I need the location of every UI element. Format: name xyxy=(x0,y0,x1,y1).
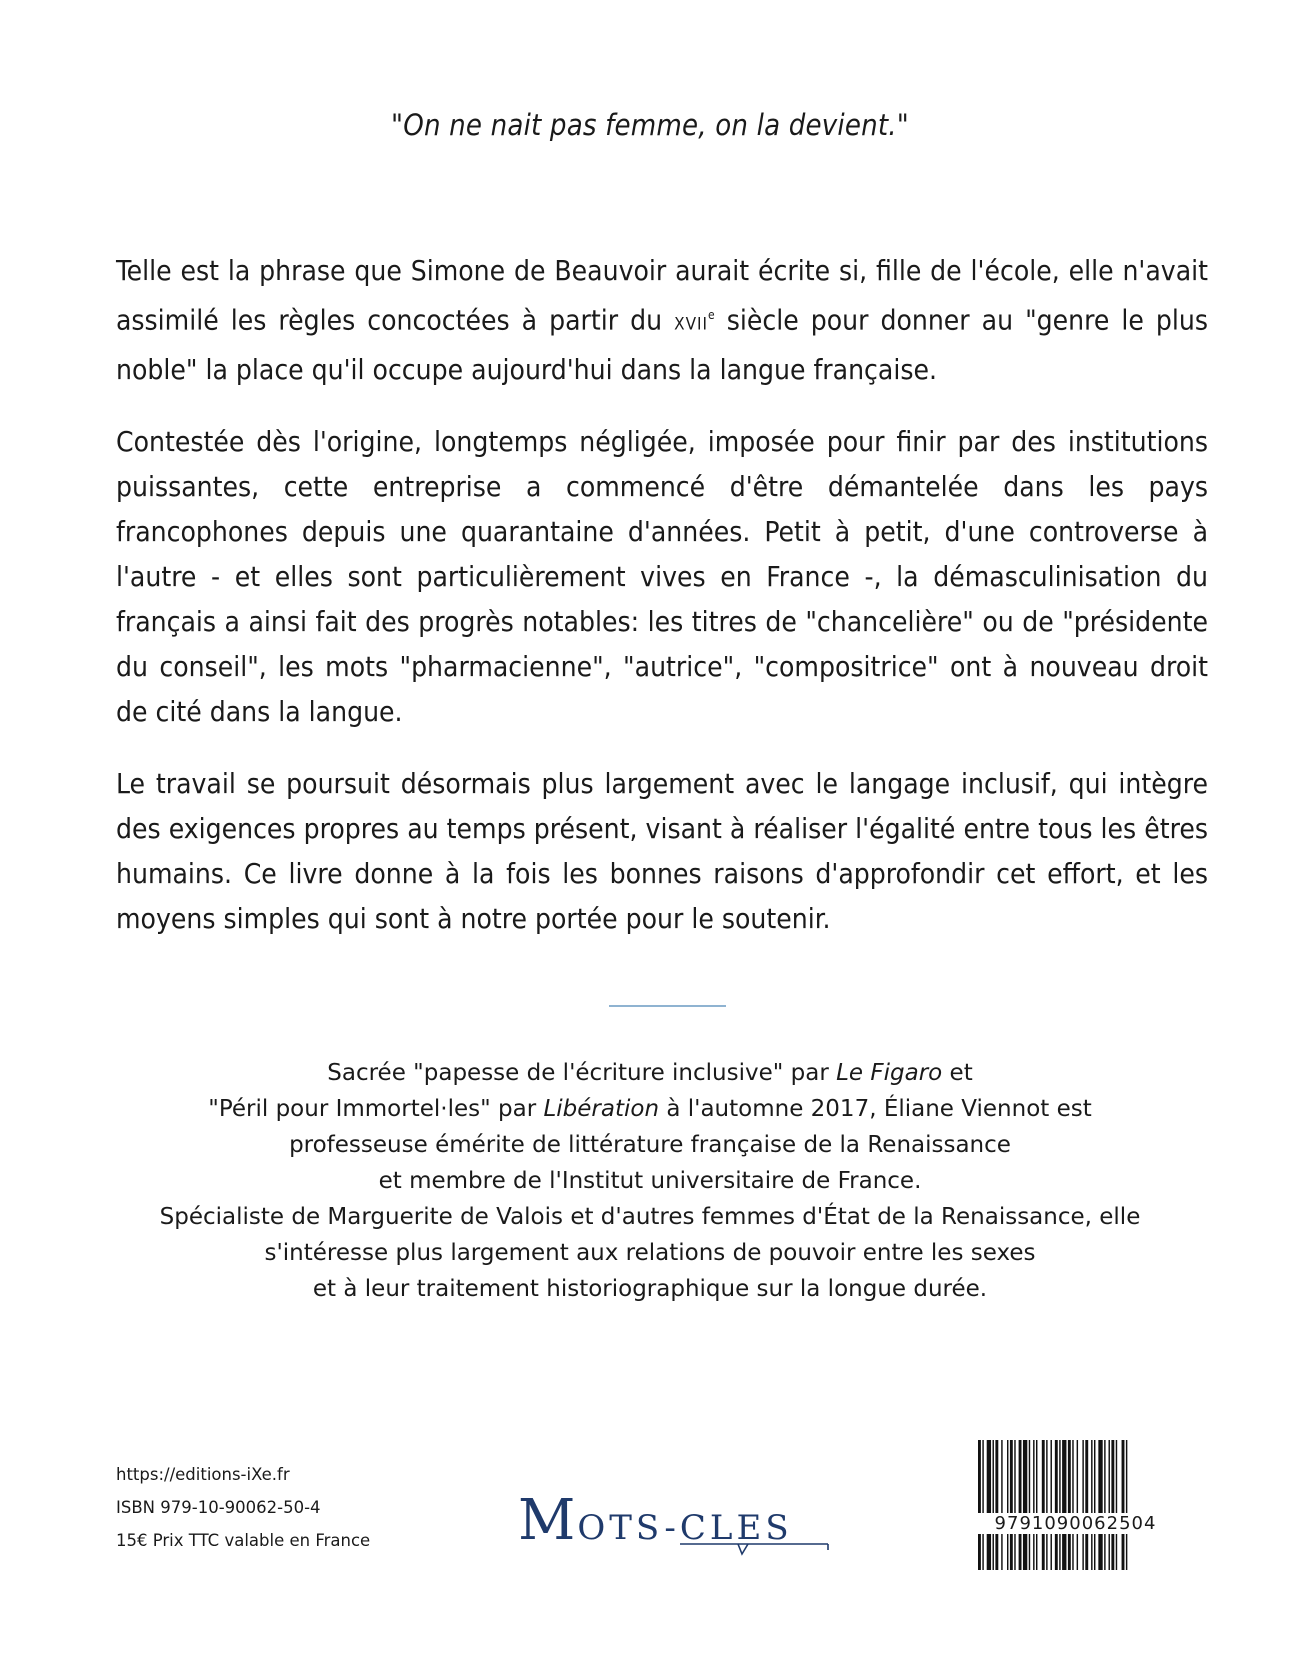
barcode-bar xyxy=(1082,1440,1083,1570)
barcode-bar xyxy=(1014,1440,1015,1570)
barcode-bar xyxy=(1109,1440,1110,1570)
author-bio xyxy=(0,1055,1300,1307)
blurb-text xyxy=(116,248,1208,968)
barcode-bar xyxy=(1085,1440,1088,1570)
publisher-info xyxy=(116,1458,370,1557)
price-text: 15€ Prix TTC valable en France xyxy=(116,1531,371,1550)
barcode-bar xyxy=(1010,1440,1013,1570)
p1-part-2: siècle pour donner au "genre le plus noble" la place qu'il occupe aujourd'hui dans la langue française. xyxy=(116,303,1209,387)
century-numeral: XVII xyxy=(674,314,709,335)
logo-initial: M xyxy=(518,1488,578,1553)
bio-line-5: Spécialiste de Marguerite de Valois et d'autres femmes d'État de la Renaissance, elle xyxy=(159,1204,1141,1230)
blurb-paragraph-3: Le travail se poursuit désormais plus largement avec le langage inclusif, qui intègre des exigences propres au temps présent, visant à réaliser l'égalité entre tous les êtres humains. Ce livre donne à la fois les bonnes raisons d'approfondir cet effort, et les moyens simples qui sont à notre portée pour le soutenir. xyxy=(116,767,1208,936)
barcode-bar xyxy=(987,1440,991,1570)
barcode-graphic xyxy=(978,1440,1173,1570)
barcode-bar xyxy=(1051,1440,1052,1570)
blurb-paragraph-1 xyxy=(116,248,1208,392)
barcode-bar xyxy=(1046,1440,1047,1570)
barcode-bar xyxy=(993,1440,994,1570)
section-divider xyxy=(609,1005,726,1007)
logo-rest: OTS-CLES xyxy=(577,1508,793,1548)
blurb-paragraph-2: Contestée dès l'origine, longtemps négligée, imposée pour finir par des institutions puissantes, cette entreprise a commencé d'être démantelée dans les pays francophones depuis une quarantaine d'années. Petit à petit, d'une controverse à l'autre - et elles sont particulièrement vives en France -, la démasculinisation du français a ainsi fait des progrès notables: les titres de "chancelière" ou de "présidente du conseil", les mots "pharmacienne", "autrice", "compositrice" ont à nouveau droit de cité dans la langue. xyxy=(116,425,1208,729)
barcode-bar xyxy=(1007,1440,1008,1570)
barcode-bar xyxy=(995,1440,998,1570)
bio-l1-newspaper: Le Figaro xyxy=(836,1060,943,1086)
epigraph-quote: "On ne nait pas femme, on la devient." xyxy=(391,108,909,142)
barcode-bar xyxy=(1036,1440,1037,1570)
bio-l2-c: à l'automne 2017, Éliane Viennot est xyxy=(659,1096,1092,1122)
barcode-bar xyxy=(1111,1440,1114,1570)
barcode-bar xyxy=(1091,1440,1092,1570)
barcode-bar xyxy=(1126,1440,1127,1570)
barcode-bar xyxy=(1033,1440,1034,1570)
barcode-bar xyxy=(1116,1440,1117,1570)
barcode-bar xyxy=(1042,1440,1045,1570)
barcode-bar xyxy=(1055,1440,1058,1570)
bio-l2-a: "Péril pour Immortel·les" par xyxy=(208,1096,544,1122)
barcode-bar xyxy=(982,1440,983,1570)
bio-line-4: et membre de l'Institut universitaire de France. xyxy=(378,1168,922,1194)
bio-line-6: s'intéresse plus largement aux relations de pouvoir entre les sexes xyxy=(264,1240,1036,1266)
barcode-number: 9791090062504 xyxy=(964,1513,1187,1534)
bio-line-3: professeuse émérite de littérature française de la Renaissance xyxy=(289,1132,1011,1158)
barcode-bar xyxy=(1072,1440,1073,1570)
p1-part-1: Telle est la phrase que Simone de Beauvoir aurait écrite si, fille de l'école, elle n'avait assimilé les règles concoctées à partir du xyxy=(116,254,1208,337)
barcode-bar xyxy=(1023,1440,1027,1570)
barcode-bar xyxy=(1068,1440,1071,1570)
bio-l1-a: Sacrée "papesse de l'écriture inclusive" par xyxy=(327,1060,837,1086)
barcode-bar xyxy=(1059,1440,1060,1570)
bio-l1-c: et xyxy=(942,1060,973,1086)
bio-line-1 xyxy=(0,1055,1300,1091)
barcode-bar xyxy=(1122,1440,1125,1570)
barcode-bar xyxy=(978,1440,981,1570)
isbn-text: ISBN 979-10-90062-50-4 xyxy=(116,1498,321,1517)
barcode-bar xyxy=(1077,1440,1078,1570)
bio-line-2 xyxy=(0,1091,1300,1127)
barcode-bar xyxy=(1104,1440,1105,1570)
century-superscript: e xyxy=(708,308,715,322)
barcode-bar xyxy=(1019,1440,1022,1570)
barcode-bar xyxy=(1029,1440,1030,1570)
barcode-bar xyxy=(1098,1440,1102,1570)
barcode-bar xyxy=(1094,1440,1095,1570)
publisher-url[interactable]: https://editions-iXe.fr xyxy=(116,1465,290,1484)
speech-bubble-icon xyxy=(678,1542,838,1564)
mots-cles-logo xyxy=(518,1488,838,1568)
barcode-bar xyxy=(1062,1440,1066,1570)
bio-l2-newspaper: Libération xyxy=(543,1096,660,1122)
bio-line-7: et à leur traitement historiographique sur la longue durée. xyxy=(312,1276,988,1302)
barcode-bar xyxy=(1001,1440,1002,1570)
